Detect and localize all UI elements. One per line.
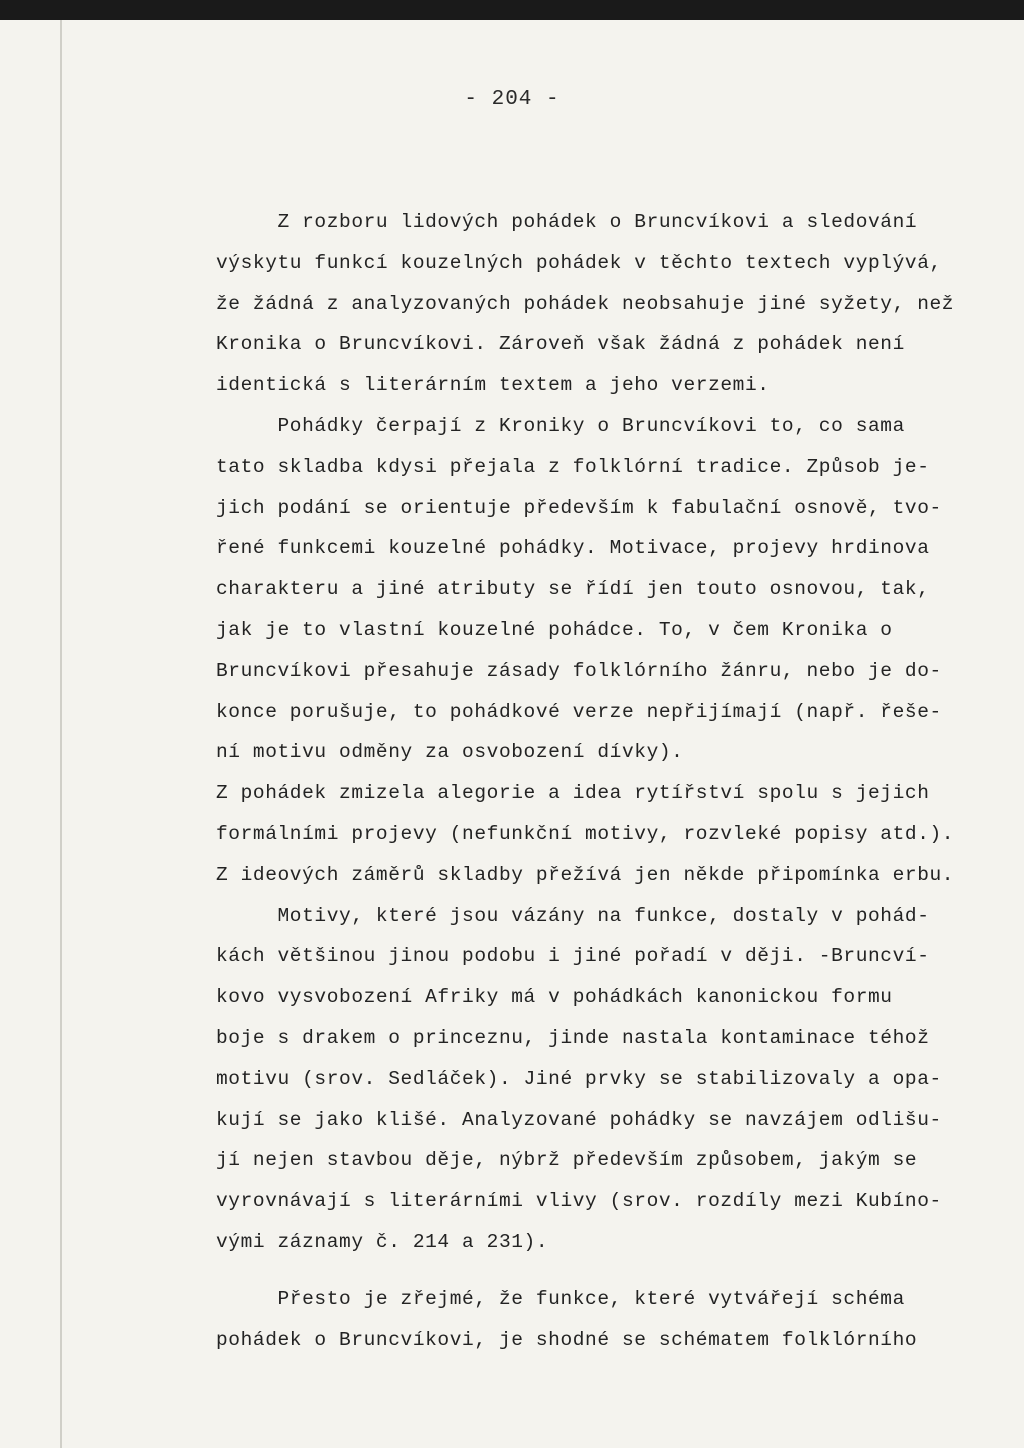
text-line: charakteru a jiné atributy se řídí jen touto osnovou, tak, bbox=[216, 578, 930, 601]
text-line: Z pohádek zmizela alegorie a idea rytířství spolu s jejich bbox=[216, 782, 930, 805]
text-line: Z ideových záměrů skladby přežívá jen někde připomínka erbu. bbox=[216, 863, 955, 886]
typewritten-page bbox=[0, 20, 1024, 1448]
text-line: Bruncvíkovi přesahuje zásady folklórního žánru, nebo je do- bbox=[216, 659, 942, 682]
text-line: ní motivu odměny za osvobození dívky). bbox=[216, 741, 684, 764]
text-line: kují se jako klišé. Analyzované pohádky se navzájem odlišu- bbox=[216, 1108, 942, 1131]
text-line: Z rozboru lidových pohádek o Bruncvíkovi a sledování bbox=[216, 211, 918, 233]
text-line: Pohádky čerpají z Kroniky o Bruncvíkovi to, co sama bbox=[216, 414, 905, 437]
text-line: tato skladba kdysi přejala z folklórní tradice. Způsob je- bbox=[216, 455, 930, 478]
text-line: vyrovnávají s literárními vlivy (srov. rozdíly mezi Kubíno- bbox=[216, 1190, 942, 1213]
text-line: motivu (srov. Sedláček). Jiné prvky se stabilizovaly a opa- bbox=[216, 1067, 942, 1090]
paragraph-gap bbox=[216, 1263, 996, 1279]
text-line: jich podání se orientuje především k fabulační osnově, tvo- bbox=[216, 496, 942, 519]
text-line: identická s literárním textem a jeho verzemi. bbox=[216, 374, 770, 397]
page-number: - 204 - bbox=[464, 88, 560, 111]
text-line: boje s drakem o princeznu, jinde nastala kontaminace téhož bbox=[216, 1026, 930, 1049]
text-line: Motivy, které jsou vázány na funkce, dostaly v pohád- bbox=[216, 904, 930, 927]
text-line: formálními projevy (nefunkční motivy, rozvleké popisy atd.). bbox=[216, 822, 955, 845]
text-line: vými záznamy č. 214 a 231). bbox=[216, 1230, 549, 1253]
text-line: výskytu funkcí kouzelných pohádek v těchto textech vyplývá, bbox=[216, 251, 942, 274]
text-line: kách většinou jinou podobu i jiné pořadí v ději. -Bruncví- bbox=[216, 945, 930, 968]
text-line: jí nejen stavbou děje, nýbrž především způsobem, jakým se bbox=[216, 1149, 918, 1172]
scan-top-edge bbox=[0, 0, 1024, 20]
text-line: kovo vysvobození Afriky má v pohádkách kanonickou formu bbox=[216, 986, 893, 1009]
text-line: řené funkcemi kouzelné pohádky. Motivace, projevy hrdinova bbox=[216, 537, 930, 560]
text-line: jak je to vlastní kouzelné pohádce. To, v čem Kronika o bbox=[216, 618, 893, 641]
text-line: Kronika o Bruncvíkovi. Zároveň však žádná z pohádek není bbox=[216, 333, 905, 356]
text-line: pohádek o Bruncvíkovi, je shodné se schématem folklórního bbox=[216, 1328, 918, 1351]
body-text bbox=[216, 202, 996, 1360]
text-line: že žádná z analyzovaných pohádek neobsahuje jiné syžety, než bbox=[216, 292, 955, 315]
text-line: Přesto je zřejmé, že funkce, které vytvářejí schéma bbox=[216, 1287, 905, 1310]
text-line: konce porušuje, to pohádkové verze nepřijímají (např. řeše- bbox=[216, 700, 942, 723]
